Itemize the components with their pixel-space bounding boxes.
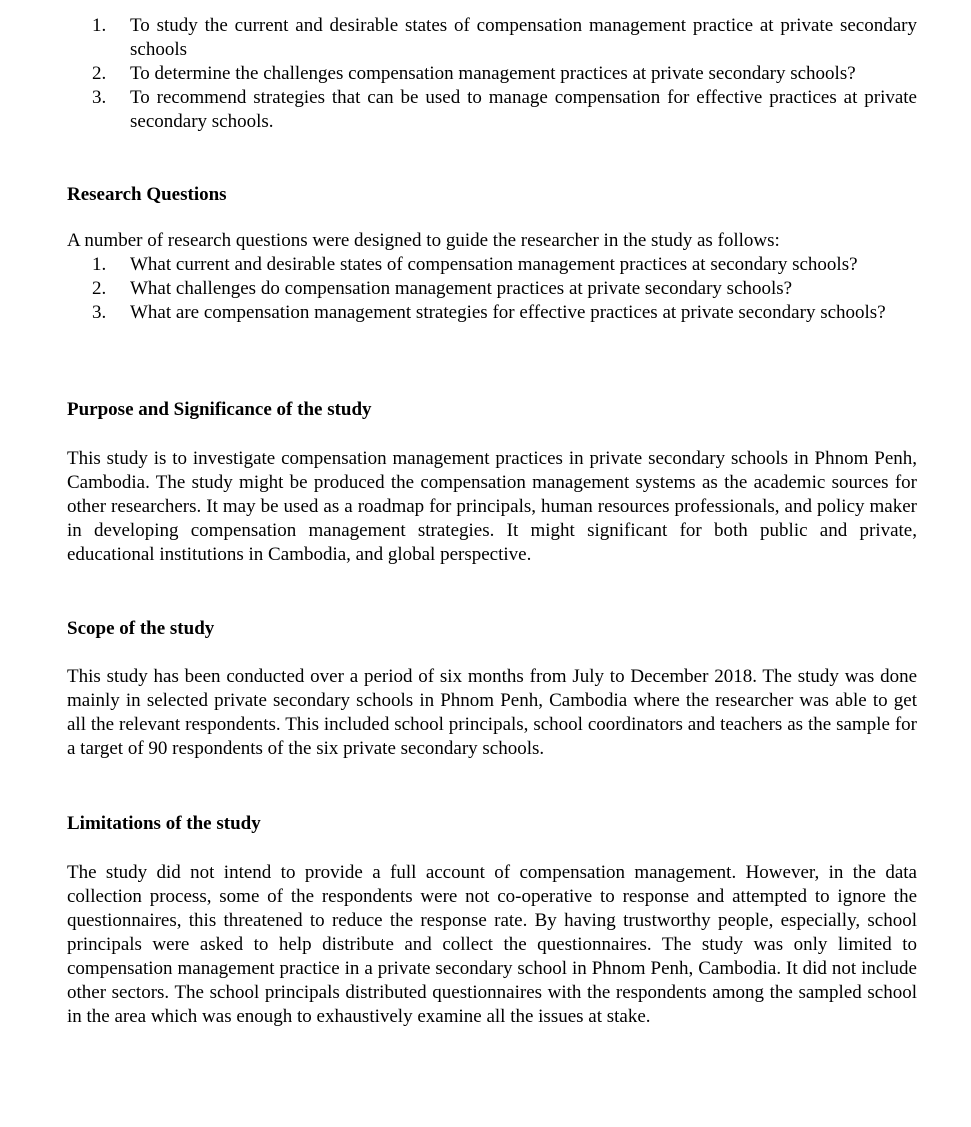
objective-number: 1. bbox=[92, 15, 107, 36]
objective-number: 3. bbox=[92, 87, 107, 108]
research-questions-list bbox=[0, 253, 971, 325]
purpose-heading: Purpose and Significance of the study bbox=[67, 399, 372, 420]
question-text: What are compensation management strategies for effective practices at private secondary schools? bbox=[130, 302, 886, 323]
question-number: 3. bbox=[92, 302, 107, 323]
scope-heading: Scope of the study bbox=[67, 618, 215, 639]
limitations-paragraph: The study did not intend to provide a full account of compensation management. However, in the data collection process, some of the respondents were not co-operative to response and attempted to ignore the questionnaires, this threatened to reduce the response rate. By having trustworthy people, especially, school principals were asked to help distribute and collect the questionnaires. The study was only limited to compensation management practice in a private secondary school in Phnom Penh, Cambodia. It did not include other sectors. The school principals distributed questionnaires with the respondents among the sampled school in the area which was enough to exhaustively examine all the issues at stake. bbox=[67, 862, 917, 1027]
question-number: 2. bbox=[92, 278, 107, 299]
objective-text: To study the current and desirable states of compensation management practice at private secondary schools bbox=[130, 15, 917, 60]
research-question-item-3 bbox=[92, 301, 917, 325]
objective-item-3 bbox=[92, 86, 917, 134]
question-number: 1. bbox=[92, 254, 107, 275]
research-questions-heading: Research Questions bbox=[67, 184, 227, 205]
research-questions-intro: A number of research questions were designed to guide the researcher in the study as follows: bbox=[67, 230, 780, 251]
purpose-paragraph: This study is to investigate compensation management practices in private secondary schools in Phnom Penh, Cambodia. The study might be produced the compensation management systems as the academic sources for other researchers. It may be used as a roadmap for principals, human resources professionals, and policy maker in developing compensation management strategies. It might significant for both public and private, educational institutions in Cambodia, and global perspective. bbox=[67, 448, 917, 565]
question-text: What current and desirable states of compensation management practices at secondary schools? bbox=[130, 254, 858, 275]
scope-paragraph: This study has been conducted over a period of six months from July to December 2018. The study was done mainly in selected private secondary schools in Phnom Penh, Cambodia where the researcher was able to get all the relevant respondents. This included school principals, school coordinators and teachers as the sample for a target of 90 respondents of the six private secondary schools. bbox=[67, 666, 917, 759]
research-question-item-1 bbox=[92, 253, 917, 277]
objectives-list bbox=[0, 14, 971, 134]
objective-number: 2. bbox=[92, 63, 107, 84]
limitations-heading: Limitations of the study bbox=[67, 813, 261, 834]
research-question-item-2 bbox=[92, 277, 917, 301]
objective-text: To recommend strategies that can be used to manage compensation for effective practices at private secondary schools. bbox=[130, 87, 917, 132]
question-text: What challenges do compensation management practices at private secondary schools? bbox=[130, 278, 793, 299]
objective-item-2 bbox=[92, 62, 917, 86]
objective-text: To determine the challenges compensation management practices at private secondary schools? bbox=[130, 63, 856, 84]
objective-item-1 bbox=[92, 14, 917, 62]
